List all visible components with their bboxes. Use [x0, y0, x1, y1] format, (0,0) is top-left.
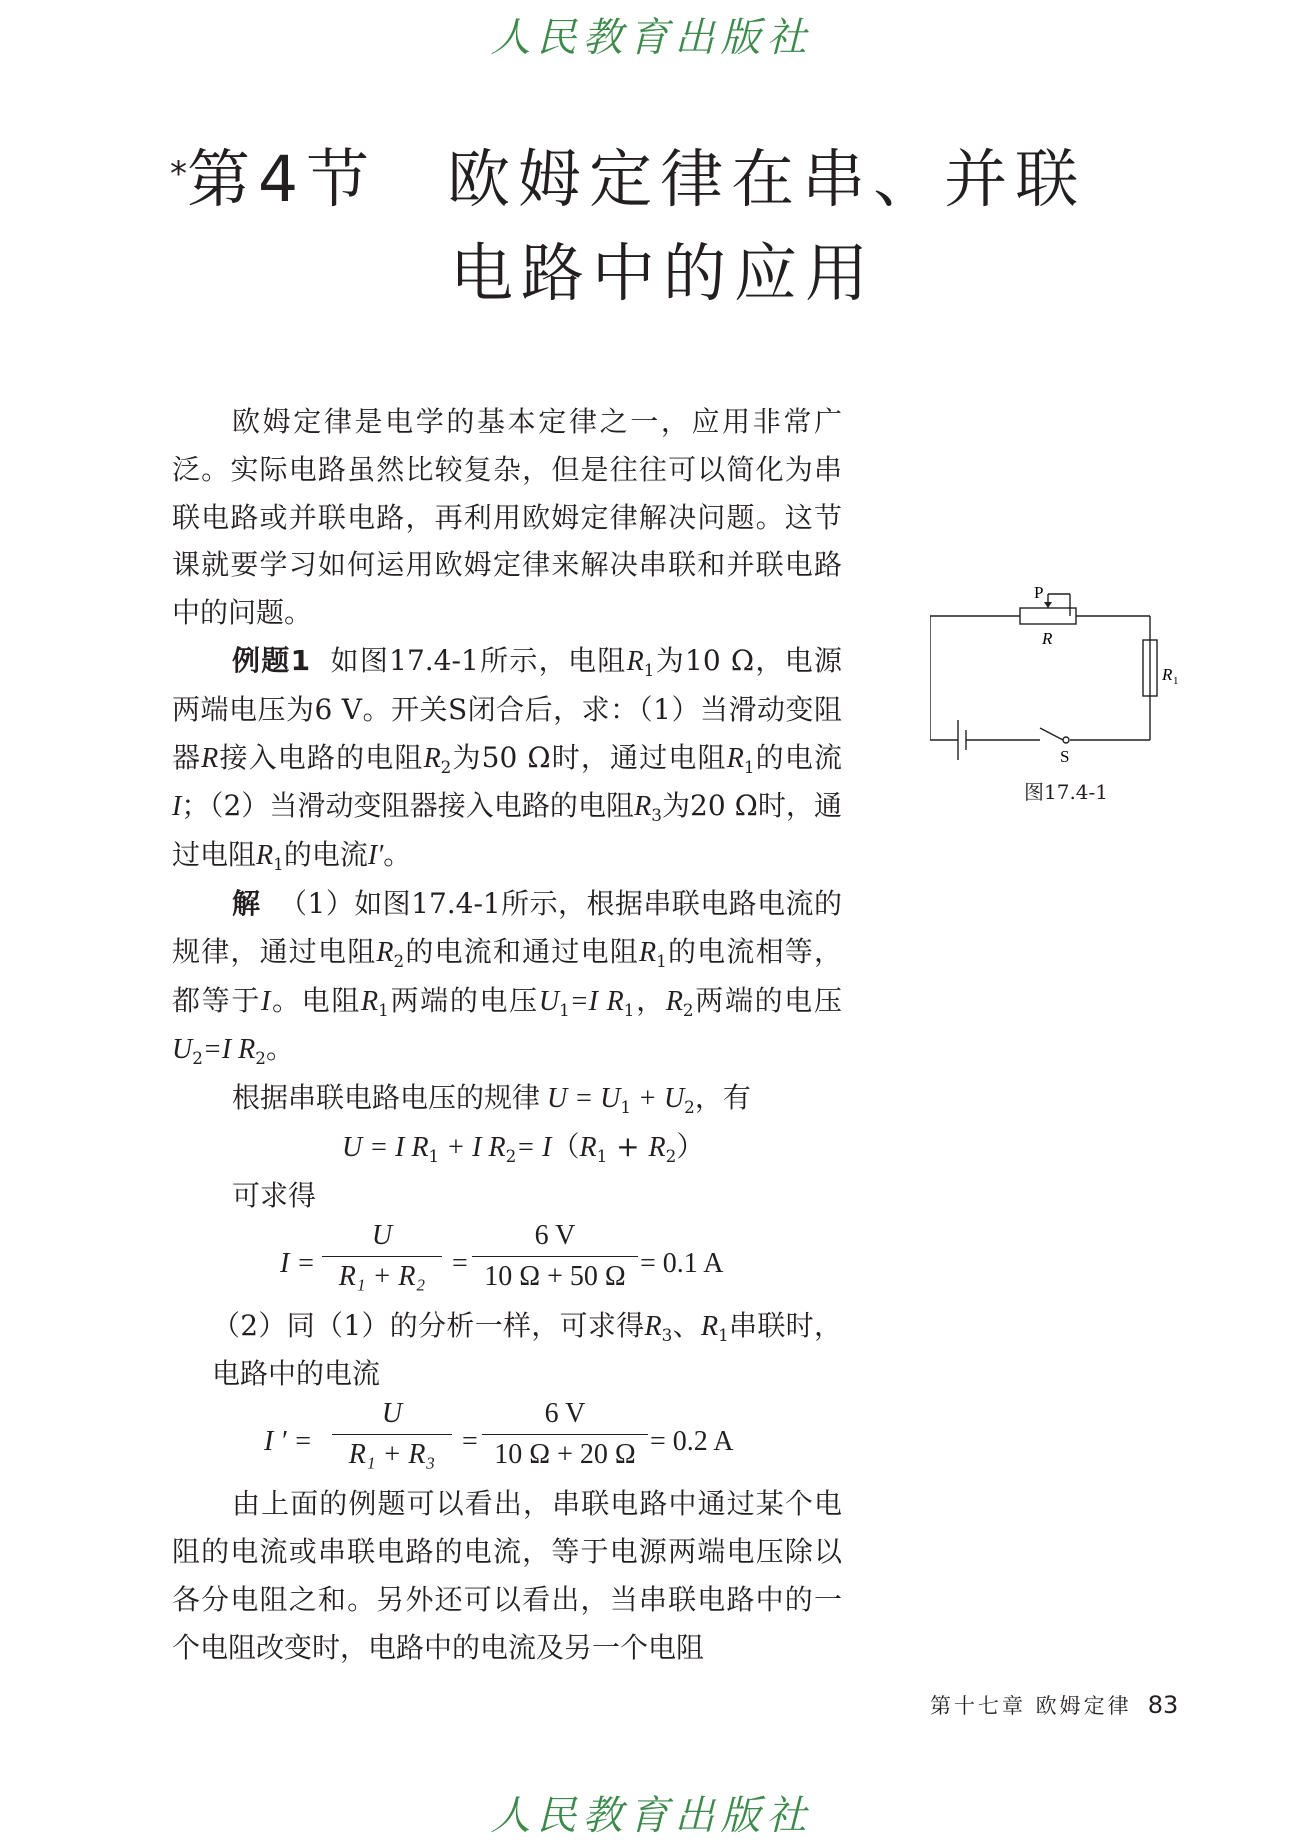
figure-caption: 图17.4-1 [1024, 780, 1109, 804]
publisher-watermark-bottom: 人民教育出版社 [490, 1793, 813, 1839]
section-number: 第4节 [187, 143, 378, 216]
conclusion-paragraph: 由上面的例题可以看出，串联电路中通过某个电阻的电流或串联电路的电流，等于电源两端电压除以各分电阻之和。另外还可以看出，当串联电路中的一个电阻改变时，电路中的电流及另一个电阻 [172, 1487, 842, 1664]
voltage-rule: 根据串联电路电压的规律 $U = U_1 + U_2$，有 [232, 1081, 751, 1118]
title-text-line1: 欧姆定律在串、并联 [447, 143, 1087, 216]
label-p: P [1034, 583, 1044, 602]
page-number: 83 [1147, 1691, 1179, 1719]
label-s: S [1060, 747, 1070, 766]
label-r1-sub: 1 [1173, 675, 1179, 687]
solution-label: 解 [232, 886, 261, 920]
equation-sum: U = I $R_1 + I$ $R_2= I(R_1 + R_2)$ [342, 1129, 705, 1166]
example-label: 例题1 [232, 643, 311, 677]
solution-paragraph: 解 （1）如图17.4-1所示，根据串联电路电流的规律，通过电阻$R_2$的电流和通过电阻$R_1$的电流相等，都等于I。电阻$R_1$两端的电压$U_1=I$ $R_1$，$R_2$两端的电压$U_2=I$ $R_2$。 [172, 886, 842, 1069]
intro-paragraph: 欧姆定律是电学的基本定律之一，应用非常广泛。实际电路虽然比较复杂，但是往往可以简化为串联电路或并联电路，再利用欧姆定律解决问题。这节课就要学习如何运用欧姆定律来解决串联和并联电路中的问题。 [172, 405, 842, 630]
chapter-name: 第十七章 欧姆定律 [930, 1694, 1132, 1718]
example-paragraph: 例题1 如图17.4-1所示，电阻$R_1$为10 Ω，电源两端电压为6 V。开关S闭合后，求：（1）当滑动变阻器R接入电路的电阻$R_2$为50 Ω时，通过电阻$R_1$的电流I；（2）当滑动变阻器接入电路的电阻$R_3$为20 Ω时，通过电阻$R_1$的电流I′。 [172, 643, 843, 875]
optional-star: * [170, 154, 187, 194]
slider-arrow-icon [1044, 602, 1052, 608]
main-text [172, 398, 842, 1671]
publisher-watermark-top: 人民教育出版社 [490, 15, 813, 61]
section-title-line2: 电路中的应用 [450, 237, 876, 310]
label-r: R [1042, 629, 1053, 648]
label-r1: R [1162, 665, 1173, 684]
formula-2: I ′ = U R₁ + R₃ = 6 V 10 Ω + 20 Ω = 0.2 A [264, 1398, 734, 1471]
part2-text: （2）同（1）的分析一样，可求得$R_3$、$R_1$串联时，电路中的电流 [212, 1308, 842, 1391]
formula-1: I = U R₁ + R₂ = 6 V 10 Ω + 50 Ω = 0.1 A [280, 1219, 724, 1292]
page-footer [930, 1690, 1178, 1720]
derive-text: 可求得 [232, 1178, 317, 1212]
section-title-line1 [170, 134, 1170, 226]
